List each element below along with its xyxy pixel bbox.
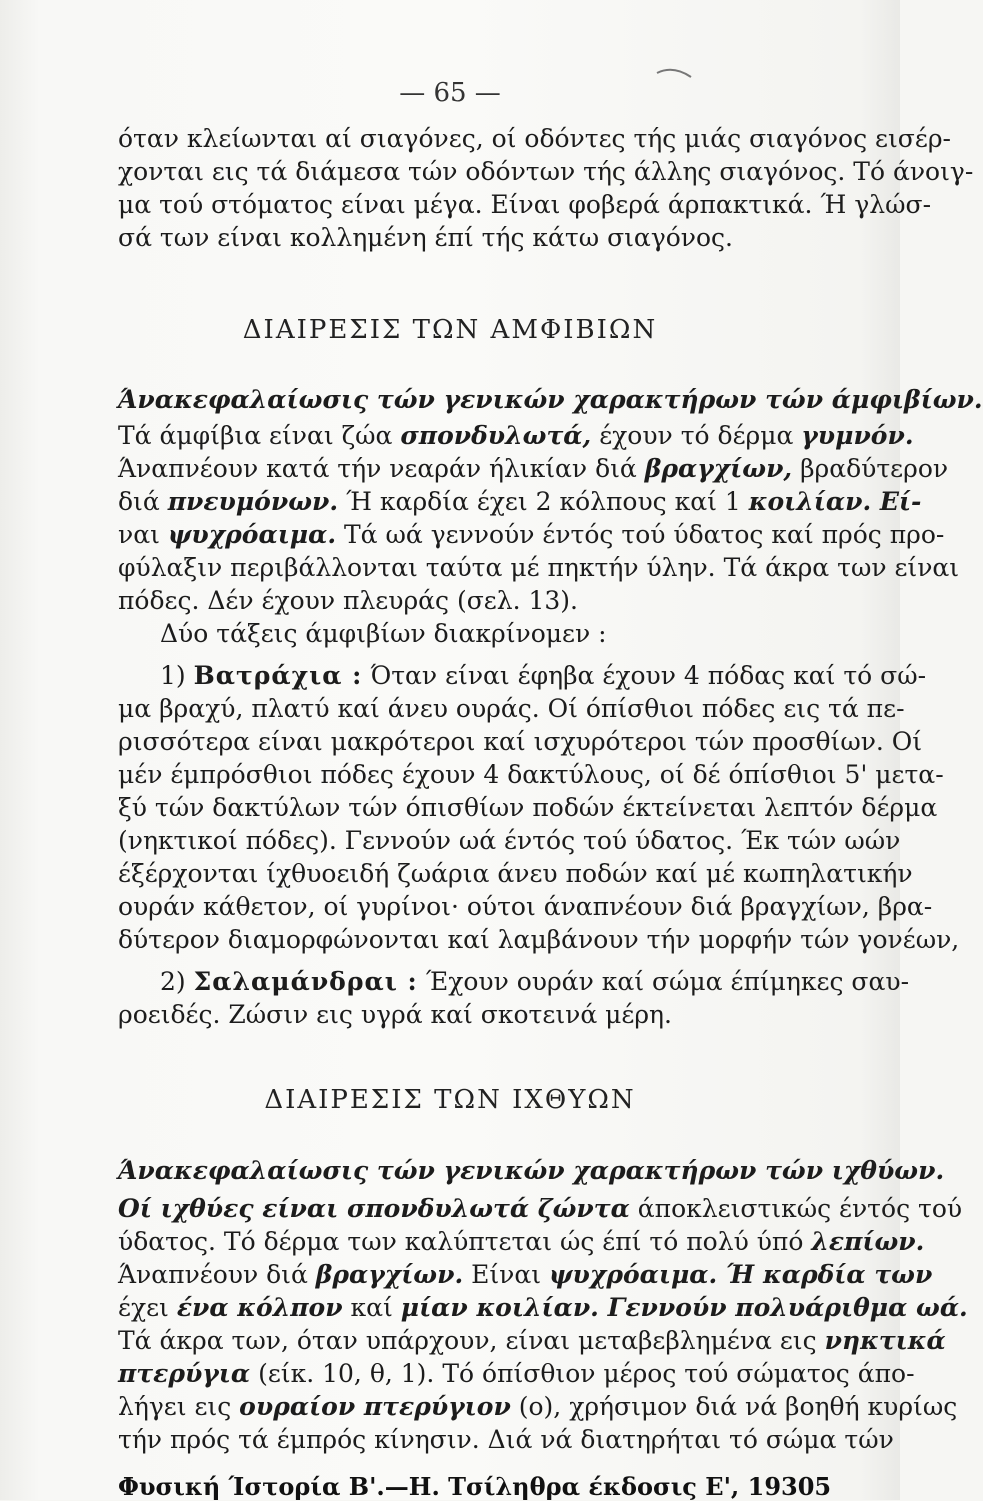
term-salamanders: Σαλαμάνδραι :	[193, 967, 418, 996]
text-line: σά των είναι κολλημένη έπί τής κάτω σιαγόνος.	[118, 223, 734, 252]
section-heading-amphibians: ΔΙΑΙΡΕΣΙΣ ΤΩΝ ΑΜΦΙΒΙΩΝ	[242, 315, 658, 345]
text-line: 1) Βατράχια : Όταν είναι έφηβα έχουν 4 πόδας καί τό σώ-	[160, 661, 927, 690]
page-number: — 65 —	[399, 78, 501, 108]
text-line: ουράν κάθετον, οί γυρίνοι· ούτοι άναπνέουν διά βραγχίων, βρα-	[118, 892, 933, 921]
text-line: Τά άκρα των, όταν υπάρχουν, είναι μεταβεβλημένα εις νηκτικά	[118, 1326, 946, 1355]
term-frogs: Βατράχια :	[193, 661, 363, 690]
footer-signature: 5	[814, 1472, 832, 1501]
text-line: όταν κλείωνται αί σιαγόνες, οί οδόντες τής μιάς σιαγόνος εισέρ-	[118, 124, 951, 153]
text-line: μέν έμπρόσθιοι πόδες έχουν 4 δακτύλους, οί δέ όπίσθιοι 5' μετα-	[118, 760, 944, 789]
text-line: Τά άμφίβια είναι ζώα σπονδυλωτά, έχουν τό δέρμα γυμνόν.	[118, 421, 914, 450]
text-line: πτερύγια (είκ. 10, θ, 1). Τό όπίσθιον μέρος τού σώματος άπο-	[118, 1359, 915, 1388]
text-line: τήν πρός τά έμπρός κίνησιν. Διά νά διατηρήται τό σώμα τών	[118, 1425, 894, 1454]
text-line: φύλαξιν περιβάλλονται ταύτα μέ πηκτήν ύλην. Τά άκρα των είναι	[118, 553, 960, 582]
text-line: ξύ τών δακτύλων τών όπισθίων ποδών έκτείνεται λεπτόν δέρμα	[118, 793, 938, 822]
text-line: ύδατος. Τό δέρμα των καλύπτεται ώς έπί τό πολύ ύπό λεπίων.	[118, 1227, 925, 1256]
text-line: ροειδές. Ζώσιν εις υγρά καί σκοτεινά μέρη.	[118, 1000, 672, 1029]
text-line: Δύο τάξεις άμφιβίων διακρίνομεν :	[160, 619, 607, 648]
text-line: Άναπνέουν διά βραγχίων. Είναι ψυχρόαιμα. Ή καρδία των	[118, 1260, 933, 1289]
footer-citation: Φυσική Ίστορία Β'.—Η. Τσίληθρα έκδοσις Ε', 1930	[118, 1472, 815, 1501]
text-line: πόδες. Δέν έχουν πλευράς (σελ. 13).	[118, 586, 578, 615]
summary-title-amphibians: Άνακεφαλαίωσις τών γενικών χαρακτήρων τών άμφιβίων.	[118, 385, 983, 414]
page-footer	[118, 1472, 832, 1501]
text-line: (νηκτικοί πόδες). Γεννούν ωά έντός τού ύδατος. Έκ τών ωών	[118, 826, 901, 855]
summary-title-fishes: Άνακεφαλαίωσις τών γενικών χαρακτήρων τών ιχθύων.	[118, 1156, 945, 1185]
text-line: έχει ένα κόλπον καί μίαν κοιλίαν. Γεννούν πολυάριθμα ωά.	[118, 1293, 968, 1322]
text-line: ρισσότερα είναι μακρότεροι καί ισχυρότεροι τών προσθίων. Οί	[118, 727, 923, 756]
section-heading-fishes: ΔΙΑΙΡΕΣΙΣ ΤΩΝ ΙΧΘΥΩΝ	[264, 1085, 636, 1115]
text-line: χονται εις τά διάμεσα τών οδόντων τής άλλης σιαγόνος. Τό άνοιγ-	[118, 157, 974, 186]
text-line: ναι ψυχρόαιμα. Τά ωά γεννούν έντός τού ύδατος καί πρός προ-	[118, 520, 945, 549]
text-line: λήγει εις ουραίον πτερύγιον (ο), χρήσιμον διά νά βοηθή κυρίως	[118, 1392, 958, 1421]
text-line: 2) Σαλαμάνδραι : Έχουν ουράν καί σώμα έπίμηκες σαυ-	[160, 967, 910, 996]
text-line: Άναπνέουν κατά τήν νεαράν ήλικίαν διά βραγχίων, βραδύτερον	[118, 454, 949, 483]
text-line: Οί ιχθύες είναι σπονδυλωτά ζώντα άποκλειστικώς έντός τού	[118, 1194, 963, 1223]
text-line: διά πνευμόνων. Ή καρδία έχει 2 κόλπους καί 1 κοιλίαν. Εί-	[118, 487, 922, 516]
text-line: έξέρχονται ίχθυοειδή ζωάρια άνευ ποδών καί μέ κωπηλατικήν	[118, 859, 913, 888]
text-line: μα βραχύ, πλατύ καί άνευ ουράς. Οί όπίσθιοι πόδες εις τά πε-	[118, 694, 905, 723]
text-line: μα τού στόματος είναι μέγα. Είναι φοβερά άρπακτικά. Ή γλώσ-	[118, 190, 932, 219]
text-line: δύτερον διαμορφώνονται καί λαμβάνουν τήν μορφήν τών γονέων,	[118, 925, 960, 954]
